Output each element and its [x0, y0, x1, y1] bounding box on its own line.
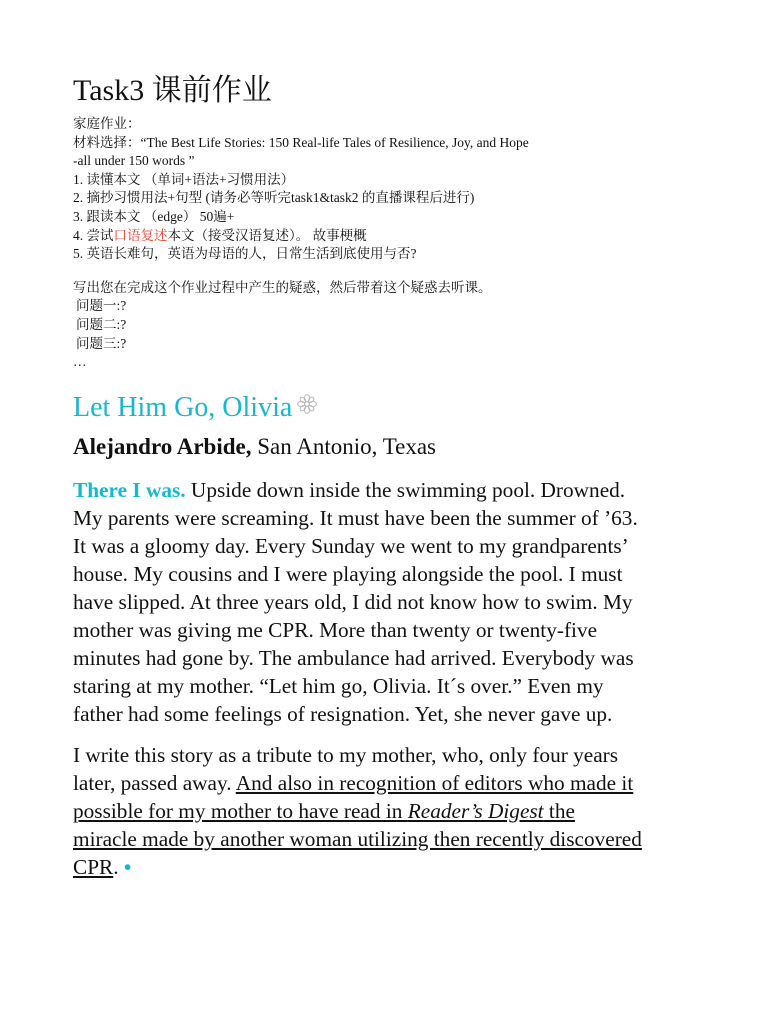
author-name: Alejandro Arbide,	[73, 433, 252, 459]
paragraph-line	[73, 769, 713, 797]
paragraph-line: miracle made by another woman utilizing then recently discovered	[73, 826, 642, 851]
material-line-2: -all under 150 words ”	[73, 153, 195, 169]
paragraph-line: father had some feelings of resignation. Yet, she never gave up.	[73, 701, 613, 726]
end-mark-icon: •	[123, 854, 132, 879]
paragraph-line-text: .	[113, 854, 124, 879]
homework-instruction: 写出您在完成这个作业过程中产生的疑惑，然后带着这个疑惑去听课。	[73, 279, 492, 295]
paragraph-line-text: possible for my mother to have read in	[73, 798, 408, 823]
paragraph-line-text: later, passed away.	[73, 770, 236, 795]
story-title-text: Let Him Go, Olivia	[73, 391, 293, 423]
item-4-highlight: 口语复述	[113, 227, 168, 243]
homework-section	[73, 115, 713, 372]
lead-in-text: There I was.	[73, 477, 186, 502]
question-3: 问题三:?	[76, 335, 127, 351]
homework-item-3: 3. 跟读本文 （edge） 50遍+	[73, 208, 235, 224]
paragraph-line-text: Upside down inside the swimming pool. Drowned.	[185, 477, 626, 502]
publication-name: Reader’s Digest	[407, 798, 544, 823]
paragraph-line	[73, 853, 713, 881]
paragraph-line: My parents were screaming. It must have been the summer of ’63.	[73, 505, 638, 530]
homework-item-4	[73, 227, 713, 246]
paragraph-line	[73, 476, 713, 504]
paragraph-line: have slipped. At three years old, I did not know how to swim. My	[73, 589, 633, 614]
flower-icon	[296, 389, 318, 425]
story-title	[73, 390, 713, 426]
homework-item-1: 1. 读懂本文 （单词+语法+习惯用法）	[73, 171, 295, 187]
homework-label: 家庭作业：	[73, 116, 141, 131]
item-4-before: 4. 尝试	[73, 227, 114, 243]
ellipsis: …	[73, 354, 87, 370]
paragraph-line: mother was giving me CPR. More than twenty or twenty-five	[73, 617, 598, 642]
material-line-1: 材料选择：“The Best Life Stories: 150 Real-life Tales of Resilience, Joy, and Hope	[73, 134, 529, 150]
item-4-after: 本文（接受汉语复述）。 故事梗概	[167, 227, 367, 243]
story-paragraph-1	[73, 476, 713, 728]
story-paragraph-2	[73, 741, 713, 881]
homework-item-2: 2. 摘抄习惯用法+句型 (请务必等听完task1&task2 的直播课程后进行)	[73, 190, 475, 206]
document-content	[73, 72, 713, 894]
author-location: San Antonio, Texas	[251, 433, 437, 459]
paragraph-line: staring at my mother. “Let him go, Olivia. It´s over.” Even my	[73, 673, 604, 698]
question-2: 问题二:?	[76, 316, 127, 332]
underlined-text: And also in recognition of editors who made it	[235, 770, 634, 795]
homework-item-5: 5. 英语长难句，英语为母语的人，日常生活到底使用与否?	[73, 246, 417, 262]
page-title: Task3 课前作业	[73, 74, 272, 107]
question-1: 问题一:?	[76, 298, 127, 314]
paragraph-line: I write this story as a tribute to my mother, who, only four years	[73, 742, 619, 767]
paragraph-line	[73, 797, 713, 825]
paragraph-line: It was a gloomy day. Every Sunday we went to my grandparents’	[73, 533, 629, 558]
paragraph-line-text: the	[543, 798, 575, 823]
paragraph-line: minutes had gone by. The ambulance had arrived. Everybody was	[73, 645, 634, 670]
author-line	[73, 432, 713, 462]
underlined-text: CPR	[73, 854, 114, 879]
paragraph-line: house. My cousins and I were playing alongside the pool. I must	[73, 561, 623, 586]
